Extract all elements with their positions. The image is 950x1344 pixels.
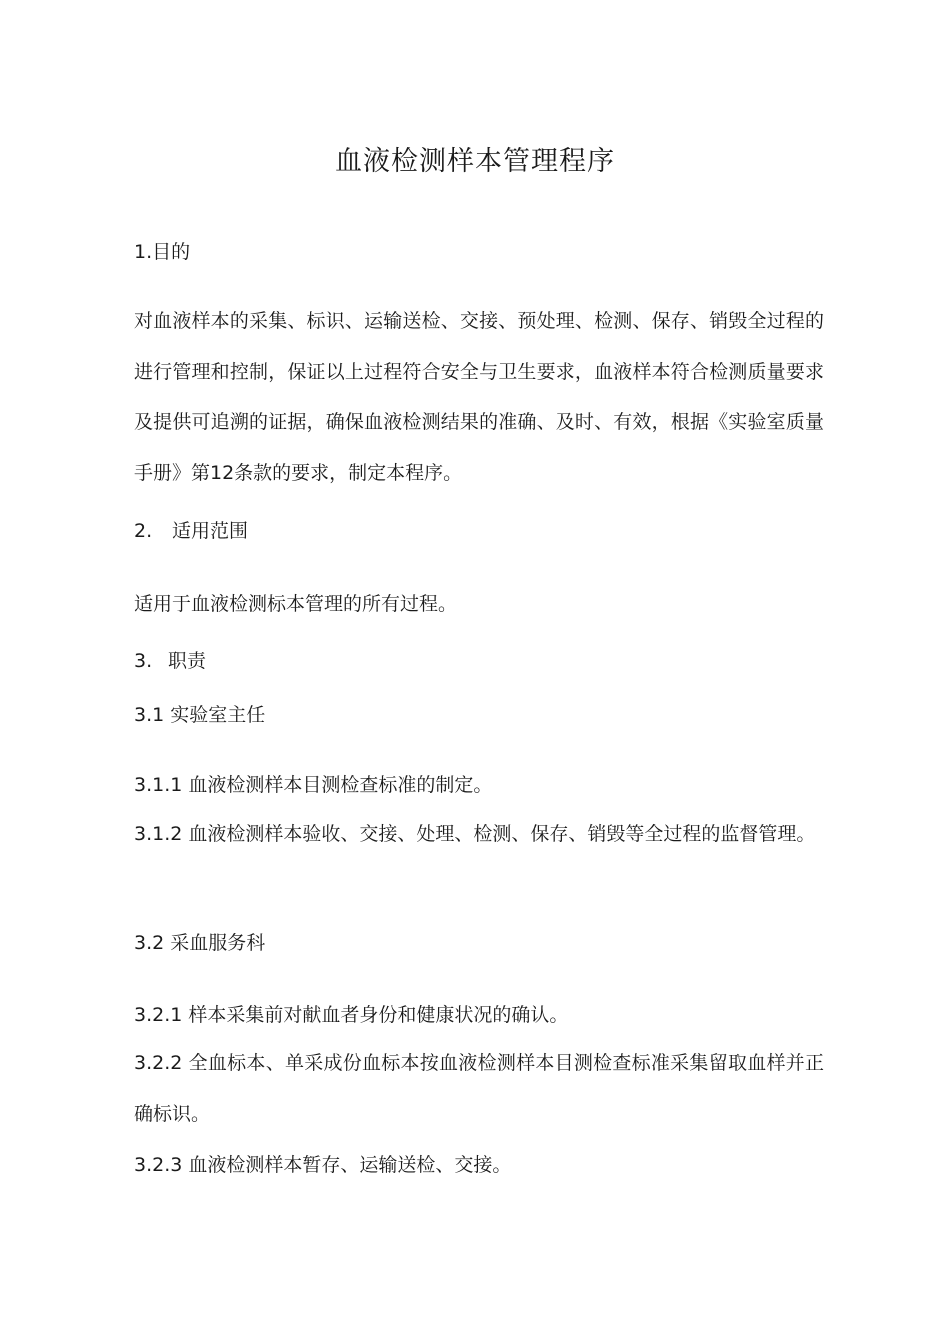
section-3-1-1: 3.1.1 血液检测样本目测检查标准的制定。: [134, 774, 493, 796]
section-2-body: 适用于血液检测标本管理的所有过程。: [134, 593, 458, 615]
section-2-heading: 适用范围: [172, 520, 249, 542]
section-3-number: 3.: [134, 650, 153, 672]
section-2-number: 2.: [134, 520, 153, 542]
section-3-heading-row: [134, 647, 206, 675]
section-3-1-heading: 3.1 实验室主任: [134, 704, 266, 726]
section-3-heading: 职责: [168, 650, 207, 672]
page-title: 血液检测样本管理程序: [335, 146, 615, 177]
section-3-2-1: 3.2.1 样本采集前对献血者身份和健康状况的确认。: [134, 1004, 569, 1026]
section-3-2-2: 3.2.2 全血标本、单采成份血标本按血液检测样本目测检查标准采集留取血样并正确标识。: [134, 1052, 824, 1125]
section-1-body: 对血液样本的采集、标识、运输送检、交接、预处理、检测、保存、销毁全过程的进行管理和控制，保证以上过程符合安全与卫生要求，血液样本符合检测质量要求及提供可追溯的证据，确保血液检测结果的准确、及时、有效，根据《实验室质量手册》第12条款的要求，制定本程序。: [134, 310, 824, 484]
section-3-1-2: 3.1.2 血液检测样本验收、交接、处理、检测、保存、销毁等全过程的监督管理。: [134, 823, 816, 845]
section-3-2-heading: 3.2 采血服务科: [134, 932, 266, 954]
section-3-2-3: 3.2.3 血液检测样本暂存、运输送检、交接。: [134, 1154, 512, 1176]
section-2-heading-row: [134, 517, 248, 545]
section-1-heading: 1.目的: [134, 241, 191, 263]
